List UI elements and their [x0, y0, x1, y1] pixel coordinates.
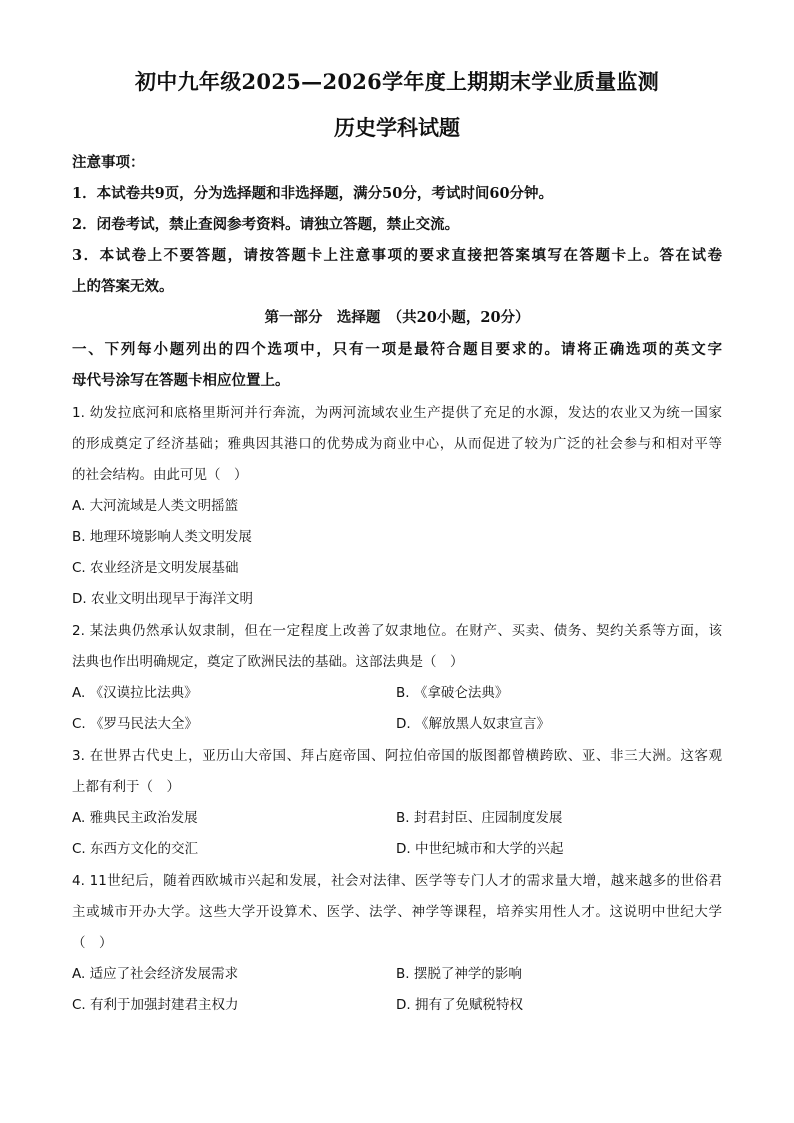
question-3-option-a: A. 雅典民主政治发展: [72, 810, 198, 826]
question-4-option-b: B. 摆脱了神学的影响: [396, 966, 522, 982]
question-3-option-c: C. 东西方文化的交汇: [72, 841, 199, 857]
question-4-options-row: [72, 962, 732, 982]
part1-instruction: 一、下列每小题列出的四个选项中，只有一项是最符合题目要求的。请将正确选项的英文字: [72, 341, 722, 358]
exam-subtitle: 历史学科试题: [334, 115, 460, 140]
question-4-stem: 主或城市开办大学。这些大学开设算术、医学、法学、神学等课程，培养实用性人才。这说明中世纪大学: [72, 904, 722, 920]
question-4-option-c: C. 有利于加强封建君主权力: [72, 997, 239, 1013]
question-4-option-d: D. 拥有了免赋税特权: [396, 997, 523, 1013]
question-3-option-b: B. 封君封臣、庄园制度发展: [396, 810, 563, 826]
question-2-options-row: [72, 681, 732, 701]
exam-title: 初中九年级2025—2026学年度上期期末学业质量监测: [135, 69, 659, 94]
question-3-stem: 上都有利于（ ）: [72, 779, 180, 795]
notice-item: 3．本试卷上不要答题，请按答题卡上注意事项的要求直接把答案填写在答题卡上。答在试卷: [72, 247, 722, 264]
question-3-option-d: D. 中世纪城市和大学的兴起: [396, 841, 564, 857]
notice-item: 2．闭卷考试，禁止查阅参考资料。请独立答题，禁止交流。: [72, 216, 460, 233]
question-3-options-row: [72, 806, 732, 826]
question-1-stem: 的社会结构。由此可见（ ）: [72, 467, 248, 483]
question-3-options-row: [72, 837, 732, 857]
question-2-option-b: B. 《拿破仑法典》: [396, 685, 509, 701]
question-4-stem: 4. 11世纪后，随着西欧城市兴起和发展，社会对法律、医学等专门人才的需求量大增，越来越多的世俗君: [72, 873, 722, 889]
notice-item: 1．本试卷共9页，分为选择题和非选择题，满分50分，考试时间60分钟。: [72, 185, 554, 202]
question-2-option-a: A. 《汉谟拉比法典》: [72, 685, 198, 701]
question-1-option-d: D. 农业文明出现早于海洋文明: [72, 591, 253, 607]
question-2-stem: 法典也作出明确规定，奠定了欧洲民法的基础。这部法典是（ ）: [72, 654, 464, 670]
part1-instruction-continued: 母代号涂写在答题卡相应位置上。: [72, 372, 290, 389]
question-4-option-a: A. 适应了社会经济发展需求: [72, 966, 239, 982]
question-1-stem: 1. 幼发拉底河和底格里斯河并行奔流，为两河流域农业生产提供了充足的水源，发达的农业又为统一国家: [72, 405, 722, 421]
notice-item-continued: 上的答案无效。: [72, 278, 174, 295]
question-4-stem: （ ）: [72, 935, 113, 951]
question-1-option-a: A. 大河流域是人类文明摇篮: [72, 498, 239, 514]
question-1-stem: 的形成奠定了经济基础；雅典因其港口的优势成为商业中心，从而促进了较为广泛的社会参与和相对平等: [72, 436, 722, 452]
question-4-options-row: [72, 993, 732, 1013]
question-2-option-c: C. 《罗马民法大全》: [72, 716, 199, 732]
question-1-option-c: C. 农业经济是文明发展基础: [72, 560, 239, 576]
question-2-stem: 2. 某法典仍然承认奴隶制，但在一定程度上改善了奴隶地位。在财产、买卖、债务、契约关系等方面，该: [72, 623, 722, 639]
question-1-option-b: B. 地理环境影响人类文明发展: [72, 529, 252, 545]
notice-heading: 注意事项：: [72, 154, 145, 171]
question-2-option-d: D. 《解放黑人奴隶宣言》: [396, 716, 550, 732]
question-2-options-row: [72, 712, 732, 732]
part1-heading: 第一部分 选择题 （共20小题，20分）: [264, 309, 530, 326]
question-3-stem: 3. 在世界古代史上，亚历山大帝国、拜占庭帝国、阿拉伯帝国的版图都曾横跨欧、亚、非三大洲。这客观: [72, 748, 722, 764]
